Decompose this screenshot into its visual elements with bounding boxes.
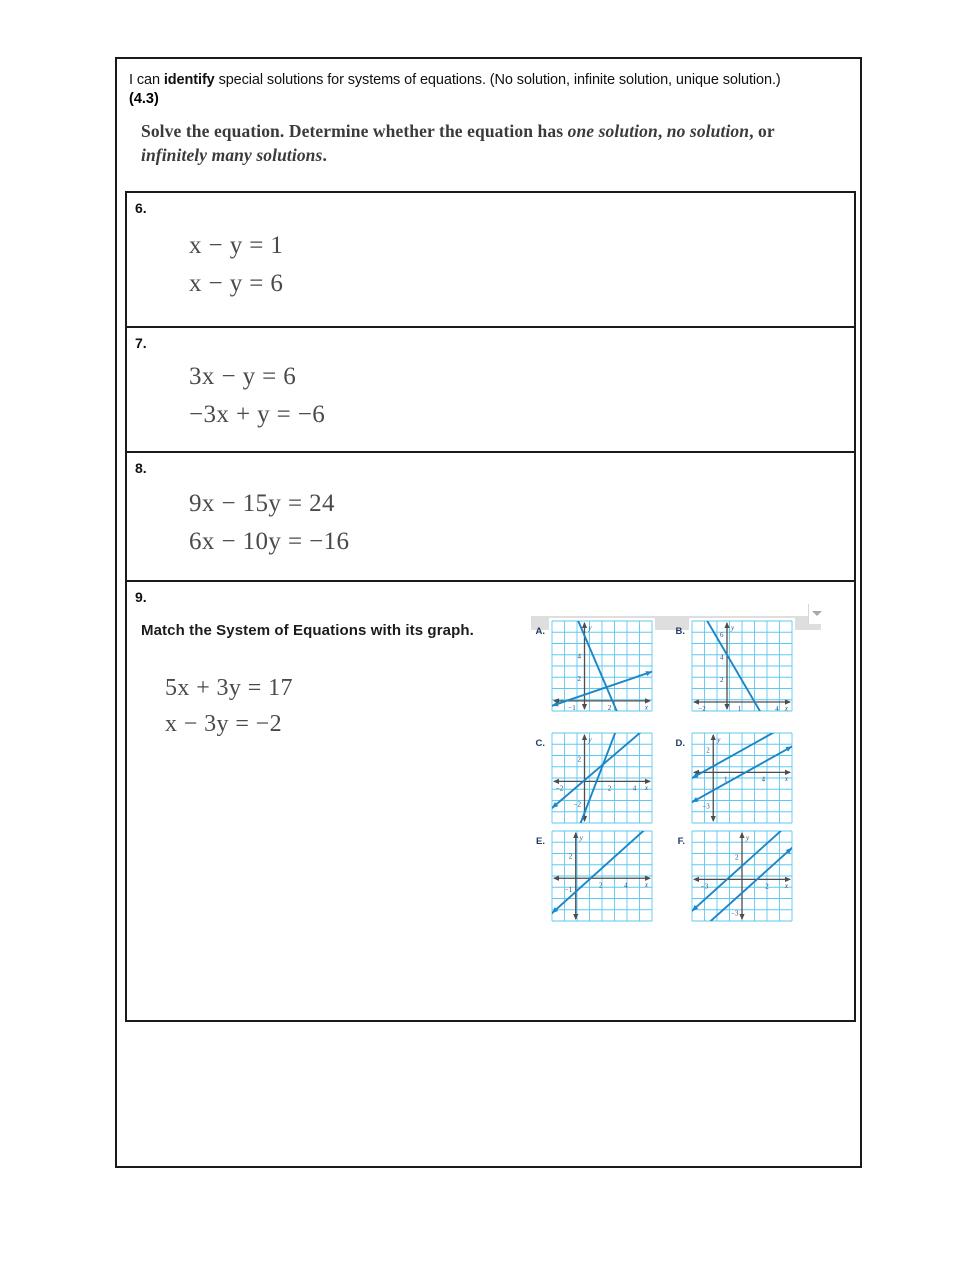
graph-choice-label-f: F. bbox=[677, 836, 685, 847]
question-9-body bbox=[127, 582, 854, 1020]
svg-text:y: y bbox=[588, 736, 592, 744]
directions-period: . bbox=[322, 144, 327, 165]
graph-choice-label-d: D. bbox=[675, 738, 685, 749]
equation-line: x − y = 6 bbox=[189, 270, 284, 297]
svg-text:2: 2 bbox=[568, 852, 573, 861]
svg-text:−1: −1 bbox=[568, 703, 576, 712]
table-row bbox=[127, 328, 854, 453]
worksheet-outer-frame bbox=[115, 57, 862, 1168]
directions-text bbox=[127, 108, 850, 167]
graph-choice-d[interactable] bbox=[671, 730, 795, 826]
table-row bbox=[127, 453, 854, 582]
equation-line: 5x + 3y = 17 bbox=[165, 675, 293, 701]
svg-text:−2: −2 bbox=[555, 784, 564, 793]
objective-bold-word: identify bbox=[163, 72, 215, 88]
svg-text:−3: −3 bbox=[731, 909, 739, 918]
equation-line: x − y = 1 bbox=[189, 232, 284, 259]
graph-plot-a bbox=[549, 618, 655, 714]
graph-choices-figure bbox=[531, 604, 827, 942]
graph-plot-f bbox=[689, 828, 795, 924]
svg-text:2: 2 bbox=[607, 784, 612, 793]
objective-text-before: I can bbox=[129, 72, 164, 88]
svg-text:2: 2 bbox=[765, 882, 769, 891]
question-6-equations bbox=[127, 215, 854, 303]
directions-part-1: Solve the equation. Determine whether the equation has bbox=[141, 121, 568, 142]
question-table bbox=[125, 191, 856, 1022]
graph-choice-b[interactable] bbox=[671, 618, 795, 714]
directions-separator-1: , bbox=[657, 121, 667, 142]
svg-text:−1: −1 bbox=[564, 886, 573, 895]
question-8-equations bbox=[127, 475, 854, 561]
graph-choice-label-e: E. bbox=[536, 836, 545, 847]
question-number-8: 8. bbox=[135, 460, 147, 476]
svg-text:2: 2 bbox=[735, 853, 739, 862]
question-7-equations bbox=[127, 350, 854, 434]
svg-text:1: 1 bbox=[724, 775, 728, 784]
svg-text:2: 2 bbox=[720, 676, 724, 685]
svg-text:y: y bbox=[717, 736, 721, 744]
svg-text:4: 4 bbox=[761, 775, 765, 784]
graph-plot-d bbox=[689, 730, 795, 826]
svg-text:y: y bbox=[731, 624, 735, 632]
graph-choice-e[interactable] bbox=[531, 828, 655, 924]
equation-line: 9x − 15y = 24 bbox=[189, 490, 335, 517]
svg-text:2: 2 bbox=[577, 755, 581, 764]
svg-text:x: x bbox=[644, 783, 648, 792]
directions-separator-2: , or bbox=[749, 121, 775, 142]
svg-text:x: x bbox=[644, 880, 648, 889]
graph-plot-c bbox=[549, 730, 655, 826]
question-9-equations bbox=[165, 670, 293, 742]
svg-text:−3: −3 bbox=[702, 802, 710, 811]
objective-standard-code: (4.3) bbox=[129, 90, 159, 107]
worksheet-blank-footer bbox=[117, 1031, 860, 1166]
svg-text:x: x bbox=[644, 703, 648, 712]
objective-statement bbox=[127, 69, 850, 90]
svg-text:y: y bbox=[746, 834, 750, 842]
equation-line: 3x − y = 6 bbox=[189, 363, 297, 390]
svg-text:−2: −2 bbox=[573, 800, 581, 809]
worksheet-content bbox=[117, 59, 860, 1166]
graph-choice-label-a: A. bbox=[535, 626, 545, 637]
svg-text:x: x bbox=[784, 774, 788, 783]
graph-plot-e bbox=[549, 828, 655, 924]
graph-row-ef bbox=[531, 828, 827, 924]
svg-text:2: 2 bbox=[607, 703, 612, 712]
svg-text:4: 4 bbox=[577, 652, 581, 661]
svg-text:4: 4 bbox=[632, 784, 637, 793]
equation-line: −3x + y = −6 bbox=[189, 401, 326, 428]
svg-text:1: 1 bbox=[737, 705, 742, 713]
graph-row-ab bbox=[531, 618, 827, 714]
svg-text:4: 4 bbox=[775, 705, 779, 713]
svg-text:−2: −2 bbox=[698, 705, 706, 713]
directions-emphasis-one-solution: one solution bbox=[567, 121, 658, 142]
svg-text:y: y bbox=[588, 624, 592, 632]
svg-text:6: 6 bbox=[720, 631, 724, 640]
svg-text:x: x bbox=[784, 881, 788, 890]
table-row bbox=[127, 193, 854, 328]
objective-text-after: special solutions for systems of equations. (No solution, infinite solution, unique solution.) bbox=[214, 72, 781, 88]
graph-plot-b bbox=[689, 618, 795, 714]
svg-text:y: y bbox=[579, 834, 583, 842]
svg-text:−3: −3 bbox=[700, 882, 709, 891]
graph-choice-f[interactable] bbox=[671, 828, 795, 924]
question-number-7: 7. bbox=[135, 335, 147, 351]
table-row bbox=[127, 582, 854, 1022]
question-number-6: 6. bbox=[135, 200, 147, 216]
svg-text:x: x bbox=[784, 704, 788, 713]
question-9-prompt: Match the System of Equations with its graph. bbox=[141, 622, 474, 639]
svg-text:4: 4 bbox=[720, 653, 724, 662]
graph-choice-label-c: C. bbox=[535, 738, 545, 749]
equation-line: x − 3y = −2 bbox=[165, 711, 283, 737]
directions-emphasis-no-solution: no solution bbox=[666, 121, 750, 142]
graph-choice-label-b: B. bbox=[675, 626, 685, 637]
equation-line: 6x − 10y = −16 bbox=[189, 528, 350, 555]
graph-choice-a[interactable] bbox=[531, 618, 655, 714]
question-number-9: 9. bbox=[135, 589, 147, 605]
directions-emphasis-infinitely-many: infinitely many solutions bbox=[141, 144, 323, 165]
svg-text:2: 2 bbox=[599, 881, 603, 890]
svg-text:4: 4 bbox=[624, 881, 628, 890]
svg-text:2: 2 bbox=[706, 746, 710, 755]
graph-row-cd bbox=[531, 730, 827, 826]
graph-choice-c[interactable] bbox=[531, 730, 655, 826]
svg-text:2: 2 bbox=[577, 674, 581, 683]
